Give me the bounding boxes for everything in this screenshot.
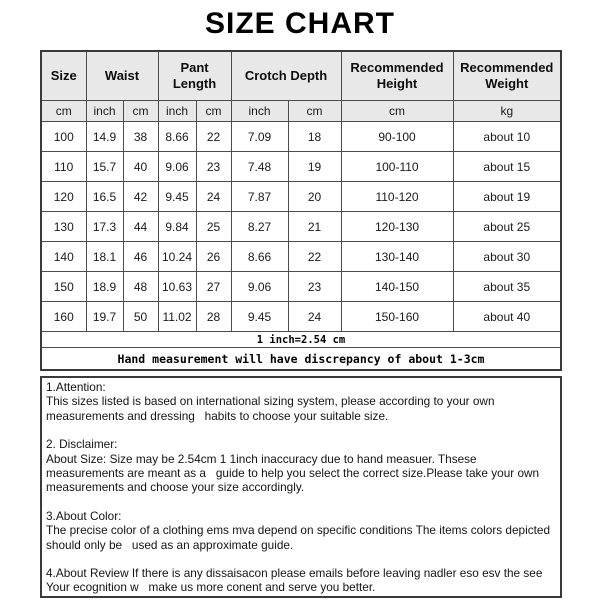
unit-cell: cm — [288, 101, 341, 122]
table-cell: 22 — [288, 242, 341, 272]
table-cell: 26 — [196, 242, 231, 272]
table-cell: 19 — [288, 152, 341, 182]
table-cell: 21 — [288, 212, 341, 242]
table-cell: 100-110 — [341, 152, 453, 182]
unit-cell: cm — [341, 101, 453, 122]
table-cell: 100 — [41, 122, 86, 152]
table-cell: 150-160 — [341, 302, 453, 332]
table-cell: 10.63 — [158, 272, 196, 302]
table-cell: 7.87 — [231, 182, 288, 212]
table-cell: 9.84 — [158, 212, 196, 242]
note-section — [46, 566, 556, 595]
size-chart-page — [0, 6, 600, 598]
header-cell: Crotch Depth — [231, 51, 341, 101]
table-cell: 7.09 — [231, 122, 288, 152]
table-header — [41, 51, 561, 122]
table-cell: 11.02 — [158, 302, 196, 332]
unit-cell: cm — [41, 101, 86, 122]
table-cell: 9.45 — [231, 302, 288, 332]
note-section — [46, 509, 556, 552]
table-cell: 8.66 — [231, 242, 288, 272]
unit-cell: cm — [123, 101, 158, 122]
table-cell: about 19 — [453, 182, 561, 212]
footnote-hand-measurement: Hand measurement will have discrepancy of about 1-3cm — [41, 348, 561, 371]
table-cell: about 10 — [453, 122, 561, 152]
header-cell: Recommended Weight — [453, 51, 561, 101]
table-body — [41, 122, 561, 332]
table-row — [41, 122, 561, 152]
table-cell: 14.9 — [86, 122, 123, 152]
note-heading: 2. Disclaimer: — [46, 437, 118, 452]
table-cell: 18.1 — [86, 242, 123, 272]
table-row — [41, 182, 561, 212]
table-cell: 23 — [288, 272, 341, 302]
table-cell: 120 — [41, 182, 86, 212]
header-cell: Pant Length — [158, 51, 231, 101]
table-cell: 150 — [41, 272, 86, 302]
table-cell: 24 — [288, 302, 341, 332]
footnote-row — [41, 348, 561, 371]
table-cell: 28 — [196, 302, 231, 332]
table-cell: 46 — [123, 242, 158, 272]
table-cell: 15.7 — [86, 152, 123, 182]
table-cell: 18 — [288, 122, 341, 152]
table-cell: 8.66 — [158, 122, 196, 152]
table-cell: 44 — [123, 212, 158, 242]
note-section — [46, 437, 556, 495]
notes-box — [40, 376, 562, 598]
table-cell: about 15 — [453, 152, 561, 182]
size-chart-table — [40, 50, 562, 371]
table-cell: about 30 — [453, 242, 561, 272]
note-heading: 1.Attention: — [46, 380, 106, 394]
note-body: This sizes listed is based on international sizing system, please according to your own measurements and dressing habits to choose your suitable size. — [46, 394, 498, 423]
table-row — [41, 242, 561, 272]
table-cell: 18.9 — [86, 272, 123, 302]
table-cell: 7.48 — [231, 152, 288, 182]
table-row — [41, 272, 561, 302]
table-cell: about 40 — [453, 302, 561, 332]
table-cell: 120-130 — [341, 212, 453, 242]
table-cell: 25 — [196, 212, 231, 242]
table-cell: 16.5 — [86, 182, 123, 212]
table-cell: 17.3 — [86, 212, 123, 242]
note-body: The precise color of a clothing ems mva depend on specific conditions The items colors depicted should only be used as an approximate guide. — [46, 523, 554, 552]
header-cell: Waist — [86, 51, 158, 101]
note-body: 4.About Review If there is any dissaisacon please emails before leaving nadler eso esv the see Your ecognition w make us more conent and serve you better. — [46, 566, 546, 595]
table-cell: 22 — [196, 122, 231, 152]
table-row — [41, 302, 561, 332]
page-title: SIZE CHART — [205, 7, 395, 40]
table-cell: 9.06 — [231, 272, 288, 302]
header-cell: Recommended Height — [341, 51, 453, 101]
header-cell: Size — [41, 51, 86, 101]
table-cell: 140-150 — [341, 272, 453, 302]
unit-cell: inch — [86, 101, 123, 122]
unit-cell: inch — [158, 101, 196, 122]
table-cell: 19.7 — [86, 302, 123, 332]
table-cell: 42 — [123, 182, 158, 212]
table-cell: 9.45 — [158, 182, 196, 212]
table-cell: 24 — [196, 182, 231, 212]
note-section — [46, 380, 556, 423]
table-cell: 110 — [41, 152, 86, 182]
table-cell: 38 — [123, 122, 158, 152]
table-cell: 90-100 — [341, 122, 453, 152]
table-row — [41, 152, 561, 182]
table-cell: about 25 — [453, 212, 561, 242]
table-cell: 140 — [41, 242, 86, 272]
table-cell: 20 — [288, 182, 341, 212]
table-cell: 50 — [123, 302, 158, 332]
table-cell: about 35 — [453, 272, 561, 302]
note-body: About Size: Size may be 2.54cm 1 1inch inaccuracy due to hand measuer. Thsese measurements are meant as a guide to help you select the correct size.Please take your own measurements and choose your size accordingly. — [46, 451, 543, 495]
table-cell: 110-120 — [341, 182, 453, 212]
note-heading: 3.About Color: — [46, 508, 122, 523]
table-cell: 130-140 — [341, 242, 453, 272]
table-cell: 23 — [196, 152, 231, 182]
table-cell: 130 — [41, 212, 86, 242]
table-row — [41, 212, 561, 242]
table-cell: 8.27 — [231, 212, 288, 242]
unit-cell: cm — [196, 101, 231, 122]
table-cell: 9.06 — [158, 152, 196, 182]
table-cell: 27 — [196, 272, 231, 302]
unit-cell: inch — [231, 101, 288, 122]
table-cell: 40 — [123, 152, 158, 182]
footnote-inch-conversion: 1 inch=2.54 cm — [41, 332, 561, 348]
table-cell: 10.24 — [158, 242, 196, 272]
unit-cell: kg — [453, 101, 561, 122]
table-cell: 48 — [123, 272, 158, 302]
header-unit-row — [41, 101, 561, 122]
header-group-row — [41, 51, 561, 101]
footnote-row — [41, 332, 561, 348]
table-footnotes — [41, 332, 561, 371]
table-cell: 160 — [41, 302, 86, 332]
